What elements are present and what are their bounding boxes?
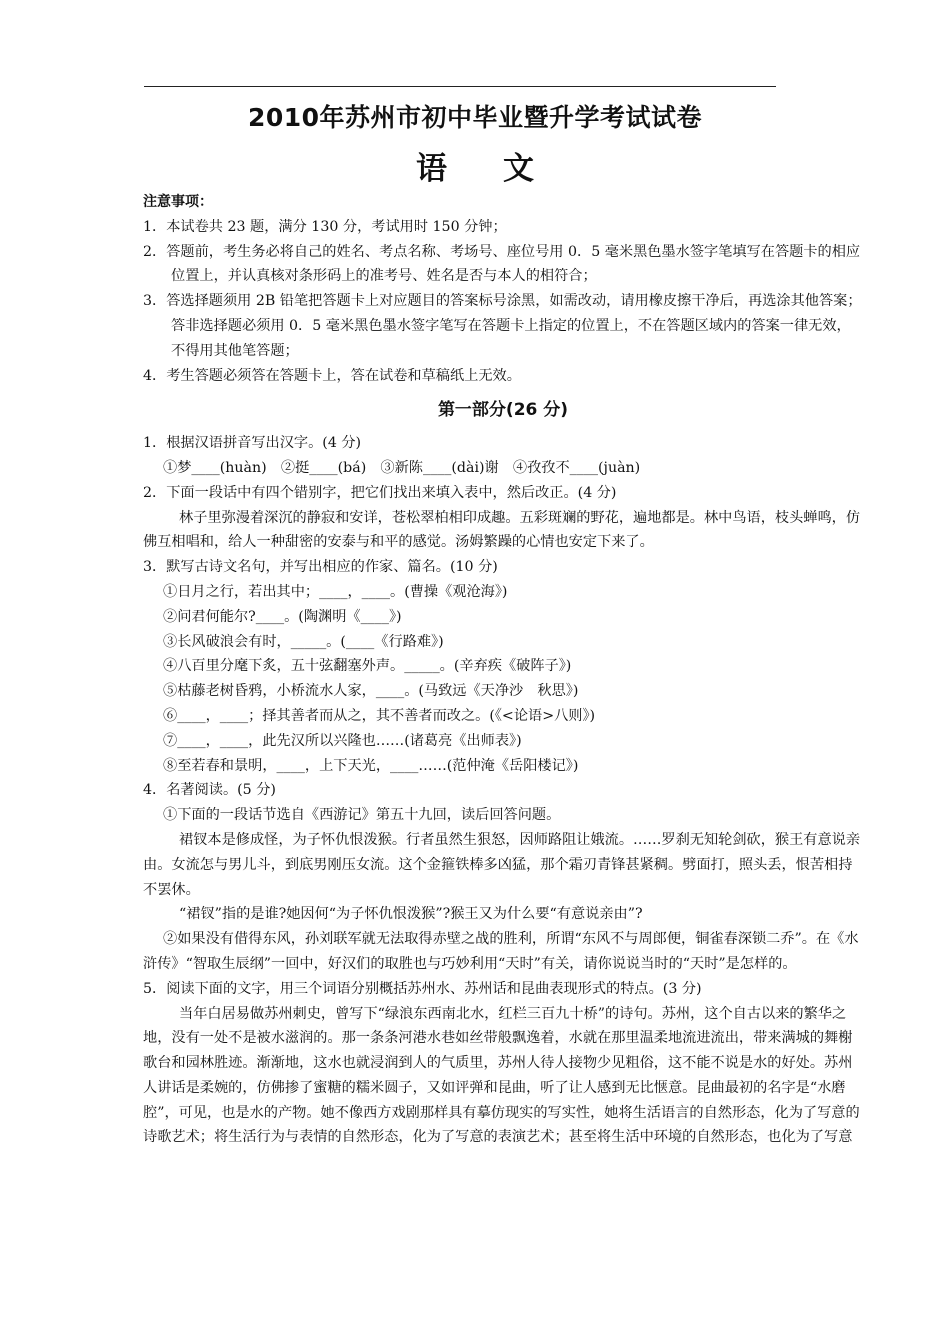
question-4-sub2: ②如果没有借得东风，孙刘联军就无法取得赤壁之战的胜利，所谓“东风不与周郎便，铜雀春深锁二乔”。在《水浒传》“智取生辰纲”一回中，好汉们的取胜也与巧妙利用“天时”有关，请你说说当时的“天时”是怎样的。 bbox=[143, 931, 859, 972]
question-3-item: ⑤枯藤老树昏鸦，小桥流水人家，____。(马致远《天净沙 秋思》) bbox=[163, 683, 579, 700]
question-5-stem: 5．阅读下面的文字，用三个词语分别概括苏州水、苏州话和昆曲表现形式的特点。(3 分) bbox=[143, 980, 702, 997]
exam-title: 2010年苏州市初中毕业暨升学考试试卷 bbox=[247, 103, 703, 132]
question-3-item: ④八百里分麾下炙，五十弦翻塞外声。_____。(辛弃疾《破阵子》) bbox=[163, 658, 572, 675]
question-4-passage: 裙钗本是修成怪，为子怀仇恨泼猴。行者虽然生狠怒，因师路阻让娥流。……罗刹无知轮剑砍，猴王有意说亲由。女流怎与男儿斗，到底男刚压女流。这个金箍铁棒多凶猛，那个霜刃青锋甚紧稠。劈面打，照头丢，恨苦相持不罢休。 bbox=[143, 831, 861, 898]
question-2-stem: 2．下面一段话中有四个错别字，把它们找出来填入表中，然后改正。(4 分) bbox=[143, 484, 617, 501]
exam-body bbox=[143, 190, 863, 1150]
question-5-passage: 当年白居易做苏州刺史，曾写下“绿浪东西南北水，红栏三百九十桥”的诗句。苏州，这个自古以来的繁华之地，没有一处不是被水滋润的。那一条条河港水巷如丝带般飘逸着，水就在那里温柔地流进流出，带来满城的舞榭歌台和园林胜迹。渐渐地，这水也就浸润到人的气质里，苏州人待人接物少见粗俗，这不能不说是水的好处。苏州人讲话是柔婉的，仿佛掺了蜜糖的糯米圆子，又如评弹和昆曲，听了让人感到无比惬意。昆曲最初的名字是“水磨腔”，可见，也是水的产物。她不像西方戏剧那样具有摹仿现实的写实性，她将生活语言的自然形态，化为了写意的诗歌艺术；将生活行为与表情的自然形态，化为了写意的表演艺术；甚至将生活中环境的自然形态，也化为了写意 bbox=[143, 1005, 860, 1146]
question-3-item: ①日月之行，若出其中；____，____。(曹操《观沧海》) bbox=[163, 583, 508, 600]
notes-heading: 注意事项： bbox=[143, 194, 213, 210]
question-3-item: ⑦____，____，此先汉所以兴隆也……(诸葛亮《出师表》) bbox=[163, 732, 522, 749]
note-item: 4．考生答题必须答在答题卡上，答在试卷和草稿纸上无效。 bbox=[143, 367, 521, 384]
question-4-question: “裙钗”指的是谁?她因何“为子怀仇恨泼猴”?猴王又为什么要“有意说亲由”? bbox=[179, 906, 643, 923]
note-item: 1．本试卷共 23 题，满分 130 分，考试用时 150 分钟； bbox=[143, 218, 507, 235]
question-4-stem: 4．名著阅读。(5 分) bbox=[143, 782, 276, 799]
subject-title: 语文 bbox=[416, 151, 590, 187]
question-4-sub1: ①下面的一段话节选自《西游记》第五十九回，读后回答问题。 bbox=[163, 807, 561, 824]
note-item: 2．答题前，考生务必将自己的姓名、考点名称、考场号、座位号用 0．5 毫米黑色墨水签字笔填写在答题卡的相应位置上，并认真核对条形码上的准考号、姓名是否与本人的相符合； bbox=[143, 243, 861, 285]
question-3-item: ⑥____，____；择其善者而从之，其不善者而改之。(《<论语>八则》) bbox=[163, 707, 596, 724]
question-3-item: ⑧至若春和景明，____，上下天光，____……(范仲淹《岳阳楼记》) bbox=[163, 757, 579, 774]
question-3-item: ③长风破浪会有时，_____。(____《行路难》) bbox=[163, 633, 444, 650]
note-item: 3．答选择题须用 2B 铅笔把答题卡上对应题目的答案标号涂黑，如需改动，请用橡皮擦干净后，再选涂其他答案；答非选择题必须用 0．5 毫米黑色墨水签字笔写在答题卡上指定的位置上，不在答题区域内的答案一律无效，不得用其他笔答题； bbox=[143, 293, 862, 359]
question-3-stem: 3．默写古诗文名句，并写出相应的作家、篇名。(10 分) bbox=[143, 559, 498, 576]
question-1-items: ①梦____(huàn) ②挺____(bá) ③新陈____(dài)谢 ④孜孜不____(juàn) bbox=[163, 459, 641, 476]
header-rule bbox=[144, 86, 776, 87]
part-heading: 第一部分(26 分) bbox=[437, 400, 569, 421]
question-3-item: ②问君何能尔?____。(陶渊明《____》) bbox=[163, 608, 402, 625]
question-2-passage: 林子里弥漫着深沉的静寂和安详，苍松翠柏相印成趣。五彩斑斓的野花，遍地都是。林中鸟语，枝头蝉鸣，仿佛互相唱和，给人一种甜密的安泰与和平的感觉。汤姆繁躁的心情也安定下来了。 bbox=[143, 509, 861, 551]
question-1-stem: 1．根据汉语拼音写出汉字。(4 分) bbox=[143, 435, 362, 452]
